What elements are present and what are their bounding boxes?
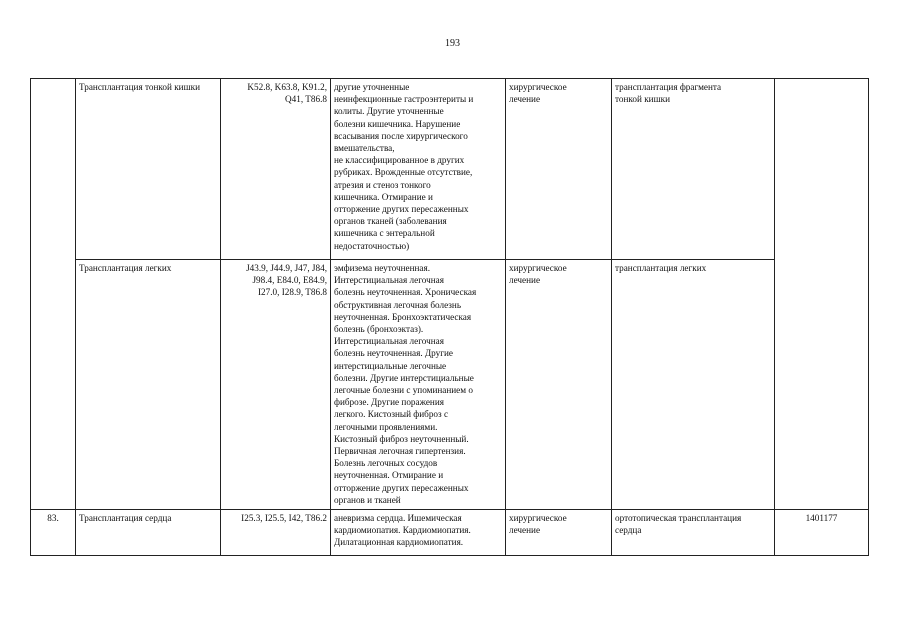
procedure-name: Трансплантация сердца bbox=[79, 513, 172, 523]
diagnosis-line: интерстициальные легочные bbox=[334, 360, 447, 371]
treatment-type-line: хирургическое bbox=[509, 263, 567, 273]
diagnosis-line: другие уточненные bbox=[334, 82, 410, 92]
diagnosis-line: органов и тканей bbox=[334, 494, 401, 505]
diagnosis-line: неинфекционные гастроэнтериты и bbox=[334, 94, 474, 105]
diagnosis-line: вмешательства, bbox=[334, 143, 395, 154]
diagnosis-line: аневризма сердца. Ишемическая bbox=[334, 513, 462, 523]
diagnosis-cell bbox=[331, 510, 506, 556]
treatment-method-cell bbox=[612, 79, 775, 260]
diagnosis-cell bbox=[331, 79, 506, 260]
diagnosis-line: отторжение других пересаженных bbox=[334, 204, 469, 215]
diagnosis-line: Кистозный фиброз неуточненный. bbox=[334, 433, 469, 444]
diagnosis-line: легочными проявлениями. bbox=[334, 421, 438, 432]
diagnosis-line: неуточненная. Отмирание и bbox=[334, 470, 444, 481]
diagnosis-line: болезни. Другие интерстициальные bbox=[334, 372, 474, 383]
treatment-type-cell bbox=[506, 79, 612, 260]
treatment-method-line: тонкой кишки bbox=[615, 94, 671, 105]
row-number-cell: 83. bbox=[31, 510, 76, 556]
treatment-type-line: лечение bbox=[509, 525, 541, 536]
icd-codes-line: Q41, T86.8 bbox=[285, 94, 327, 105]
icd-codes-cell bbox=[221, 510, 331, 556]
procedure-name-cell bbox=[76, 79, 221, 260]
icd-codes-line: J98.4, E84.0, E84.9, bbox=[252, 275, 327, 286]
diagnosis-line: кишечника с энтеральной bbox=[334, 228, 435, 239]
treatment-method-cell bbox=[612, 510, 775, 556]
diagnosis-line: атрезия и стеноз тонкого bbox=[334, 179, 431, 190]
row-number-cell bbox=[31, 79, 76, 510]
diagnosis-line: эмфизема неуточненная. bbox=[334, 263, 431, 273]
treatment-type-line: хирургическое bbox=[509, 82, 567, 92]
icd-codes-line: J43.9, J44.9, J47, J84, bbox=[246, 263, 327, 273]
procedure-name: Трансплантация тонкой кишки bbox=[79, 82, 201, 92]
icd-codes-cell bbox=[221, 260, 331, 510]
treatment-method-cell bbox=[612, 260, 775, 510]
table-row bbox=[31, 79, 869, 260]
icd-codes-line: K52.8, K63.8, K91.2, bbox=[247, 82, 327, 92]
page-number: 193 bbox=[445, 38, 460, 49]
diagnosis-line: неуточненная. Бронхоэктатическая bbox=[334, 311, 472, 322]
treatment-method-line: трансплантация фрагмента bbox=[615, 82, 722, 92]
icd-codes-line: I27.0, I28.9, T86.8 bbox=[258, 287, 327, 298]
treatment-method-line: трансплантация легких bbox=[615, 263, 707, 273]
diagnosis-line: болезнь неуточненная. Другие bbox=[334, 348, 454, 359]
diagnosis-line: органов тканей (заболевания bbox=[334, 216, 447, 227]
procedure-name-cell bbox=[76, 510, 221, 556]
treatment-method-line: сердца bbox=[615, 525, 642, 536]
diagnosis-line: Болезнь легочных сосудов bbox=[334, 458, 438, 469]
diagnosis-line: легочные болезни с упоминанием о bbox=[334, 385, 473, 396]
treatment-type-line: лечение bbox=[509, 94, 541, 105]
procedure-name: Трансплантация легких bbox=[79, 263, 172, 273]
icd-codes-line: I25.3, I25.5, I42, T86.2 bbox=[241, 513, 327, 523]
diagnosis-line: болезни кишечника. Нарушение bbox=[334, 118, 461, 129]
procedure-name-cell bbox=[76, 260, 221, 510]
diagnosis-line: Дилатационная кардиомиопатия. bbox=[334, 537, 464, 548]
diagnosis-line: Интерстициальная легочная bbox=[334, 275, 444, 286]
medical-care-table bbox=[30, 78, 869, 556]
diagnosis-line: болезнь неуточненная. Хроническая bbox=[334, 287, 477, 298]
icd-codes-cell bbox=[221, 79, 331, 260]
diagnosis-line: Интерстициальная легочная bbox=[334, 336, 444, 347]
diagnosis-line: колиты. Другие уточненные bbox=[334, 106, 444, 117]
tariff-cell bbox=[775, 79, 869, 510]
table-row bbox=[31, 260, 869, 510]
diagnosis-line: не классифицированное в других bbox=[334, 155, 465, 166]
diagnosis-line: кардиомиопатия. Кардиомиопатия. bbox=[334, 525, 471, 536]
treatment-type-cell bbox=[506, 510, 612, 556]
table-row bbox=[31, 510, 869, 556]
diagnosis-line: фиброзе. Другие поражения bbox=[334, 397, 444, 408]
diagnosis-line: всасывания после хирургического bbox=[334, 130, 468, 141]
diagnosis-line: рубриках. Врожденные отсутствие, bbox=[334, 167, 473, 178]
treatment-type-line: лечение bbox=[509, 275, 541, 286]
treatment-method-line: ортотопическая трансплантация bbox=[615, 513, 742, 523]
diagnosis-line: кишечника. Отмирание и bbox=[334, 191, 433, 202]
diagnosis-line: Первичная легочная гипертензия. bbox=[334, 446, 466, 457]
diagnosis-line: обструктивная легочная болезнь bbox=[334, 299, 462, 310]
diagnosis-cell bbox=[331, 260, 506, 510]
treatment-type-cell bbox=[506, 260, 612, 510]
tariff-cell: 1401177 bbox=[775, 510, 869, 556]
diagnosis-line: болезнь (бронхоэктаз). bbox=[334, 324, 424, 335]
treatment-type-line: хирургическое bbox=[509, 513, 567, 523]
diagnosis-line: отторжение других пересаженных bbox=[334, 482, 469, 493]
diagnosis-line: недостаточностью) bbox=[334, 240, 410, 251]
diagnosis-line: легкого. Кистозный фиброз с bbox=[334, 409, 449, 420]
